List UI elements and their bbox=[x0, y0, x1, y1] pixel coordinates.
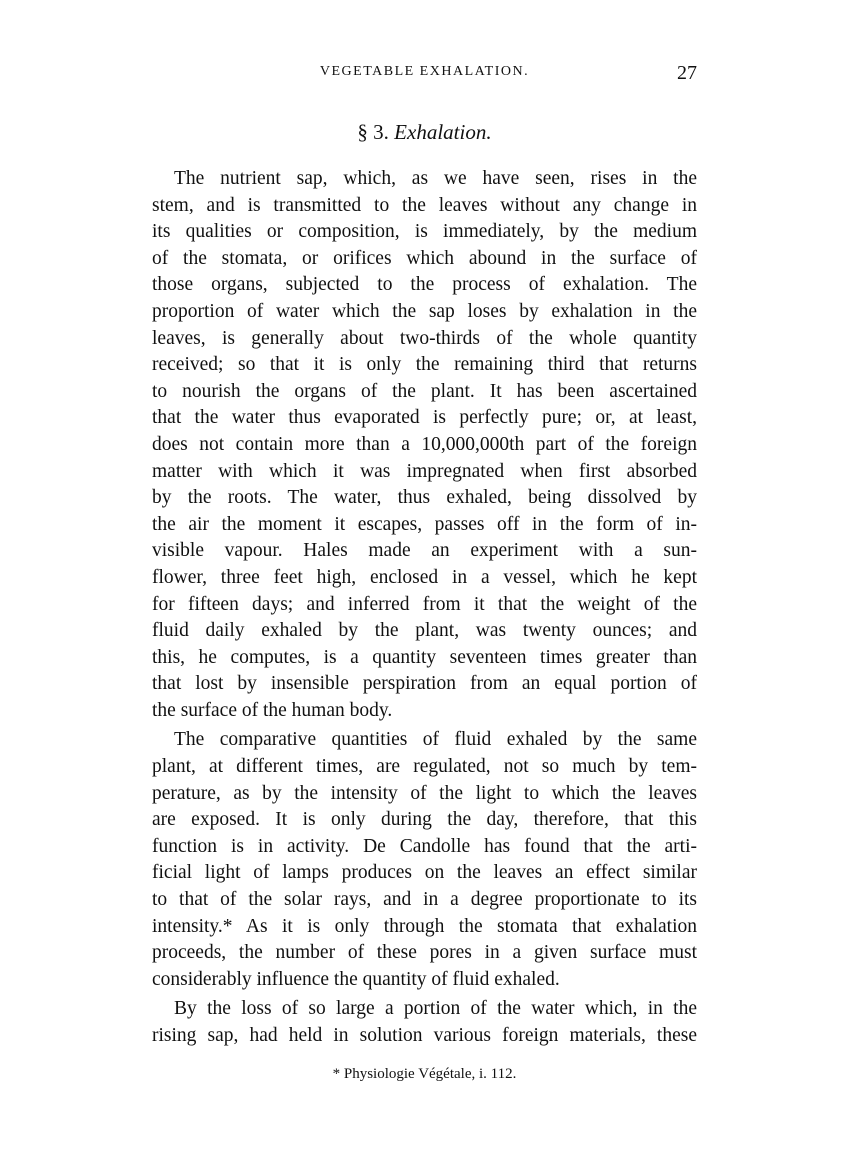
text-line: received; so that it is only the remaining third that returns bbox=[152, 354, 697, 376]
text-line: the air the moment it escapes, passes off in the form of in- bbox=[152, 513, 697, 535]
running-title: VEGETABLE EXHALATION. bbox=[319, 64, 530, 79]
text-line: By the loss of so large a portion of the water which, in the bbox=[174, 998, 697, 1020]
text-line: The nutrient sap, which, as we have seen, rises in the bbox=[174, 168, 697, 189]
text-line: perature, as by the intensity of the light to which the leaves bbox=[152, 782, 697, 804]
text-line: flower, three feet high, enclosed in a vessel, which he kept bbox=[152, 566, 697, 588]
text-line: that lost by insensible perspiration from an equal portion of bbox=[152, 673, 697, 695]
text-line: The comparative quantities of fluid exhaled by the same bbox=[174, 729, 697, 751]
text-line: proportion of water which the sap loses by exhalation in the bbox=[152, 300, 697, 322]
text-line: are exposed. It is only during the day, therefore, that this bbox=[152, 809, 697, 831]
text-line: rising sap, had held in solution various foreign materials, these bbox=[152, 1025, 697, 1046]
running-head bbox=[152, 62, 697, 86]
section-heading bbox=[152, 120, 697, 145]
text-line: visible vapour. Hales made an experiment with a sun- bbox=[152, 540, 697, 562]
text-line: of the stomata, or orifices which abound in the surface of bbox=[152, 247, 697, 269]
text-line: this, he computes, is a quantity seventeen times greater than bbox=[152, 646, 697, 668]
text-line: ficial light of lamps produces on the leaves an effect similar bbox=[152, 862, 697, 884]
section-marker: § 3. bbox=[357, 120, 389, 144]
text-line: by the roots. The water, thus exhaled, being dissolved by bbox=[152, 487, 697, 509]
text-line: fluid daily exhaled by the plant, was twenty ounces; and bbox=[152, 620, 697, 642]
body-text bbox=[152, 166, 697, 1050]
text-line: does not contain more than a 10,000,000th part of the foreign bbox=[152, 433, 697, 455]
page-number: 27 bbox=[677, 62, 697, 84]
text-line: matter with which it was impregnated when first absorbed bbox=[152, 460, 697, 482]
text-line: stem, and is transmitted to the leaves without any change in bbox=[152, 194, 697, 216]
text-line: the surface of the human body. bbox=[152, 699, 393, 721]
text-line: function is in activity. De Candolle has found that the arti- bbox=[152, 835, 697, 857]
text-line: those organs, subjected to the process of exhalation. The bbox=[152, 274, 697, 296]
text-line: its qualities or composition, is immediately, by the medium bbox=[152, 221, 697, 243]
text-line: leaves, is generally about two-thirds of the whole quantity bbox=[152, 327, 697, 349]
text-line: plant, at different times, are regulated, not so much by tem- bbox=[152, 756, 697, 778]
text-line: proceeds, the number of these pores in a given surface must bbox=[152, 942, 697, 964]
text-line: for fifteen days; and inferred from it that the weight of the bbox=[152, 593, 697, 615]
footnote: * Physiologie Végétale, i. 112. bbox=[332, 1066, 517, 1082]
text-line: intensity.* As it is only through the stomata that exhalation bbox=[152, 915, 697, 937]
text-line: considerably influence the quantity of fluid exhaled. bbox=[152, 968, 560, 990]
text-line: to nourish the organs of the plant. It has been ascertained bbox=[152, 380, 697, 402]
text-line: to that of the solar rays, and in a degree proportionate to its bbox=[152, 889, 697, 911]
section-title: Exhalation. bbox=[394, 120, 492, 144]
text-line: that the water thus evaporated is perfectly pure; or, at least, bbox=[152, 407, 697, 429]
